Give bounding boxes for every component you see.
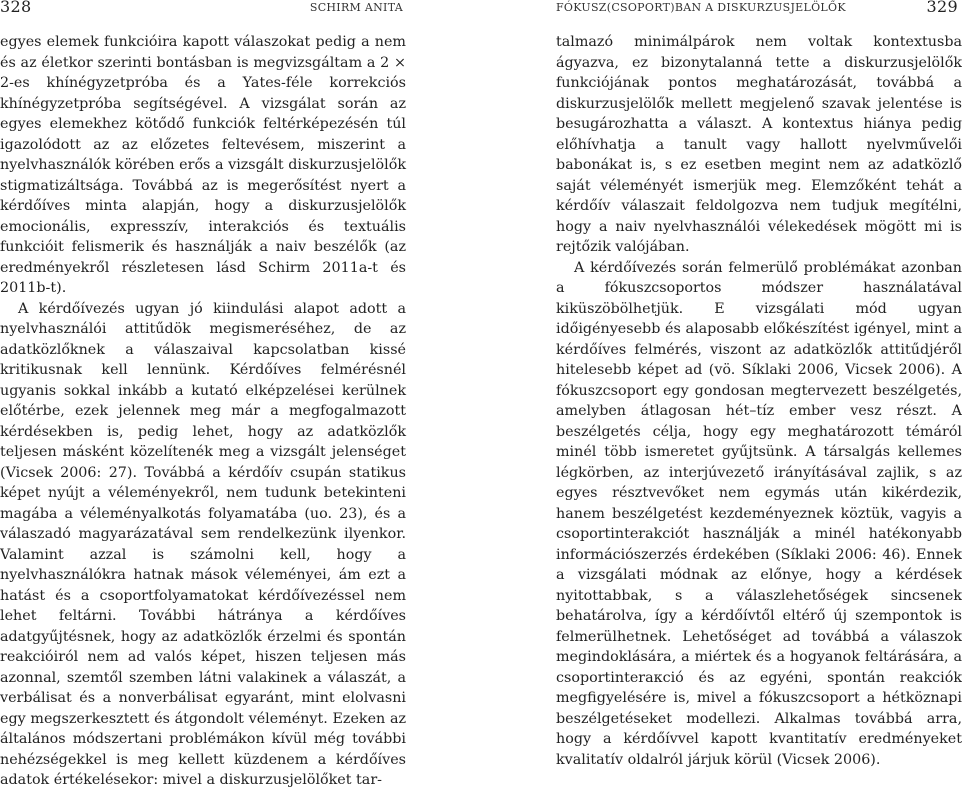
right-header-title: FÓKUSZ(CSOPORT)BAN A DISKURZUSJELÖLŐK (556, 1, 846, 14)
left-page-number: 328 (0, 0, 32, 16)
left-page (0, 0, 406, 788)
left-header-author: SCHIRM ANITA (309, 1, 403, 14)
right-paragraph-2: A kérdőívezés során felmerülő problémákat azonban a fókuszcsoportos módszer használatával kiküszöbölhetjük. E vizsgálati mód ugyan időigényesebb és alaposabb előkészítést igényel, mint a kérdőíves felmérés, viszont az adatközlők attitűdjéről hitelesebb képet ad (vö. Síklaki 2006, Vicsek 2006). A fókuszcsoport egy gondosan megtervezett beszélgetés, amelyben átlagosan hét–tíz ember vesz részt. A beszélgetés célja, hogy egy meghatározott témáról minél több ismeretet gyűjtsünk. A társalgás kellemes légkörben, az interjúvezető irányításával zajlik, s az egyes résztvevőket nem egymás után kikérdezik, hanem beszélgetést kezdeményeznek köztük, vagyis a csoportinterakciót használják a minél hatékonyabb információszerzés érdekében (Síklaki 2006: 46). Ennek a vizsgálati módnak az előnye, hogy a kérdések nyitottabbak, s a válaszlehetőségek sincsenek behatárolva, így a kérdőívtől eltérő új szempontok is felmerülhetnek. Lehetőséget ad továbbá a válaszok megindoklására, a miértek és a hogyanok feltárására, a csoportinteraкció és az egyéni, spontán reakciók megfigyelésére is, mivel a fókuszcsoport a hétköznapi beszélgetéseket modellezi. Alkalmas továbbá arra, hogy a kérdőívvel kapott kvantitatív eredményeket kvalitatív oldalról járjuk körül (Vicsek 2006). (556, 259, 962, 768)
right-page (556, 0, 962, 768)
right-page-number: 329 (926, 0, 958, 16)
left-running-head (0, 0, 406, 16)
right-paragraph-1: talmazó minimálpárok nem voltak kontextusba ágyazva, ez bizonytalanná tette a diskurzusjelölők funkciójának pontos meghatározását, továbbá a diskurzusjelölők mellett megjelenő szavak jelentése is besugározhatta a választ. A kontextus hiánya pedig előhívhatja a tanult vagy hallott nyelvművelői babonákat is, s ez esetben megint nem az adatközlő saját véleményét ismerjük meg. Elemzőként tehát a kérdőív válaszait feldolgozva nem tudjuk megítélni, hogy a naiv nyelvhasználói vélekedések mögött mi is rejtőzik valójában. (556, 34, 962, 255)
left-paragraph-2: A kérdőívezés ugyan jó kiindulási alapot adott a nyelvhasználói attitűdök megismeréséhez, de az adatközlőknek a válaszaival kapcsolatban kissé kritikusnak kell lennünk. Kérdőíves felmérésnél ugyanis sokkal inkább a kutató elképzelései kerülnek előtérbe, ezek jelennek meg már a megfogalmazott kérdésekben is, pedig lehet, hogy az adatközlők teljesen másként közelítenék meg a vizsgált jelenséget (Vicsek 2006: 27). Továbbá a kérdőív csupán statikus képet nyújt a véleményekről, nem tudunk betekinteni magába a véleményalkotás folyamatába (uo. 23), és a válaszadó magyarázatával sem rendelkezünk ilyenkor. Valamint azzal is számolni kell, hogy a nyelvhasználókra hatnak mások véleményei, ám ezt a hatást és a csoportfolyamatokat kérdőívezéssel nem lehet feltárni. További hátránya a kérdőíves adatgyűjtésnek, hogy az adatközlők érzelmi és spontán reakcióiról nem ad valós képet, hiszen teljesen más azonnal, szemtől szemben látni valakinek a válaszát, a verbálisat és a nonverbálisat egyaránt, mint elolvasni egy megszerkesztett és átgondolt véleményt. Ezeken az általános módszertani problémákon kívül még további nehézségekkel is meg kellett küzdenem a kérdőíves adatok értékelésekor: mivel a diskurzusjelölőket tar- (0, 300, 406, 788)
left-paragraph-1: egyes elemek funkcióira kapott válaszokat pedig a nem és az életkor szerinti bontásban is megvizsgáltam a 2 × 2-es khínégyzetpróba és a Yates-féle korrekciós khínégyzetpróba segítségével. A vizsgálat során az egyes elemekhez kötődő funkciók feltérképezésén túl igazolódott az az előzetes feltevésem, miszerint a nyelvhasználók körében erős a vizsgált diskurzusjelölők stigmatizáltsága. Továbbá az is megerősítést nyert a kérdőíves minta alapján, hogy a diskurzusjelölők emocionális, expresszív, interakciós és textuális funkcióit felismerik és használják a naiv beszélők (az eredményekről részletesen lásd Schirm 2011a-t és 2011b-t). (0, 34, 406, 296)
right-running-head (556, 0, 962, 16)
left-body-text (0, 32, 406, 791)
right-body-text (556, 32, 962, 770)
